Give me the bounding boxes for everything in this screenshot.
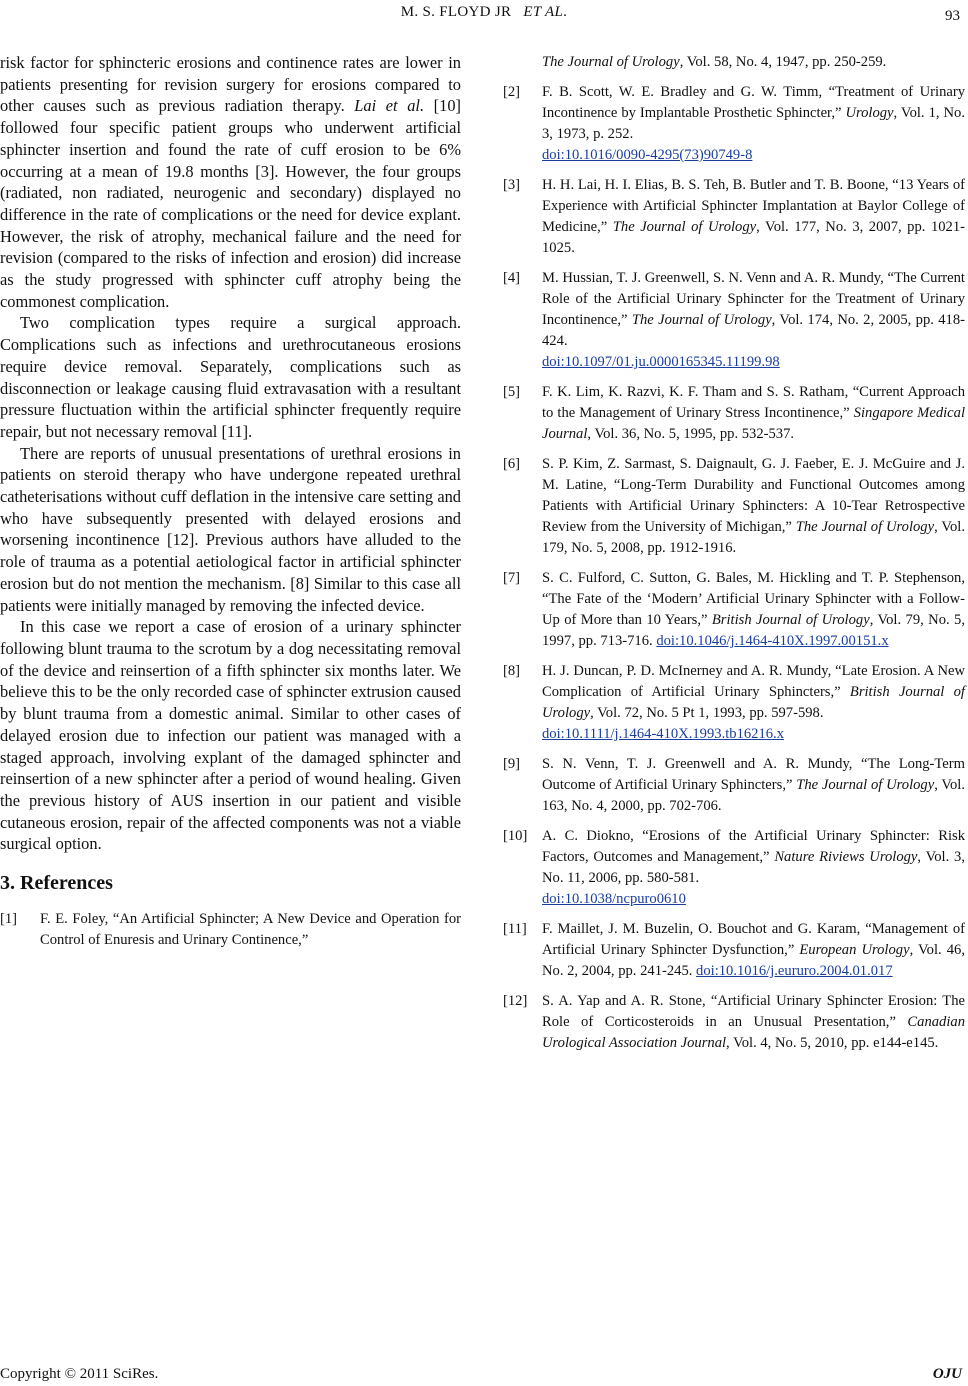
running-header bbox=[0, 2, 968, 24]
doi-link[interactable]: doi:10.1038/ncpuro0610 bbox=[542, 891, 686, 907]
page-number: 93 bbox=[945, 8, 960, 24]
reference-12: [12] S. A. Yap and A. R. Stone, “Artificial Urinary Sphincter Erosion: The Role of Corticosteroids in an Unusual Presentation,” Canadian Urological Association Journal, Vol. 4, No. 5, 2010, pp. e144-e145. bbox=[503, 993, 965, 1051]
reference-4: [4] M. Hussian, T. J. Greenwell, S. N. Venn and A. R. Mundy, “The Current Role of the Artificial Urinary Sphincter for the Treatment of Urinary Incontinence,” The Journal of Urology, Vol. 174, No. 2, 2005, pp. 418- 424. doi:10.1097/01.ju.0000165345.11199.98 bbox=[503, 270, 966, 370]
paragraph-4: In this case we report a case of erosion of a urinary sphincter following blunt trauma to the scrotum by a dog necessitating removal of the device and reinsertion of a fifth sphincter six months later. We believe this to be the only recorded case of sphincter extrusion caused by blunt trauma from a domestic animal. Similar to other cases of delayed erosion due to infection our patient was managed with a staged approach, involving explant of the damaged sphincter and reinsertion of a new sphincter after a period of wound healing. Given the previous history of AUS insertion in our patient and visible cutaneous erosion, repair of the affected components was not a viable surgical option. bbox=[0, 617, 461, 854]
reference-8: [8] H. J. Duncan, P. D. McInerney and A. R. Mundy, “Late Erosion. A New Complication of Artificial Urinary Sphincters,” British Journal of Urology, Vol. 72, No. 5 Pt 1, 1993, pp. 597-598. doi:10.1111/j.1464-410X.1993.tb16216.x bbox=[503, 663, 965, 742]
reference-7: [7] S. C. Fulford, C. Sutton, G. Bales, M. Hickling and T. P. Stephenson, “The Fate of the ‘Modern’ Artificial Urinary Sphincter with a Follow-Up of More than 10 Years,” British Journal of Urology, Vol. 79, No. 5, 1997, pp. 713-716. doi:10.1046/j.1464-410X.1997.00151.x bbox=[503, 570, 966, 649]
reference-5: [5] F. K. Lim, K. Razvi, K. F. Tham and S. S. Ratham, “Current Approach to the Management of Urinary Stress Incontinence,” Singapore Medical Journal, Vol. 36, No. 5, 1995, pp. 532-537. bbox=[503, 384, 965, 442]
references-heading: 3. References bbox=[0, 872, 113, 895]
doi-link[interactable]: doi:10.1016/j.eururo.2004.01.017 bbox=[696, 963, 893, 979]
reference-1: [1] F. E. Foley, “An Artificial Sphincter; A New Device and Operation for Control of Enuresis and Urinary Continence,” bbox=[0, 911, 461, 949]
doi-link[interactable]: doi:10.1097/01.ju.0000165345.11199.98 bbox=[542, 354, 780, 370]
reference-10: [10] A. C. Diokno, “Erosions of the Artificial Urinary Sphincter: Risk Factors, Outcomes and Management,” Nature Riviews Urology, Vol. 3, No. 11, 2006, pp. 580-581. doi:10.1038/ncpuro0610 bbox=[503, 828, 965, 907]
header-authors: M. S. FLOYD JR ET AL. bbox=[400, 4, 568, 20]
left-column bbox=[0, 52, 461, 960]
doi-link[interactable]: doi:10.1016/0090-4295(73)90749-8 bbox=[542, 147, 753, 163]
journal-abbreviation: OJU bbox=[932, 1366, 962, 1382]
right-column bbox=[503, 52, 965, 1063]
reference-1-continued: The Journal of Urology, Vol. 58, No. 4, 1947, pp. 250-259. bbox=[542, 54, 887, 70]
reference-11: [11] F. Maillet, J. M. Buzelin, O. Bouchot and G. Karam, “Management of Artificial Urinary Sphincter Dysfunction,” European Urology, Vol. 46, No. 2, 2004, pp. 241-245. doi:10.1016/j.eururo.2004.01.017 bbox=[503, 921, 965, 979]
paragraph-1: risk factor for sphincteric erosions and continence rates are lower in patients presenting for revision surgery for erosions compared to other causes such as previous radiation therapy. Lai et al. [10] followed four specific patient groups who underwent artificial sphincter insertion and found the rate of cuff erosion to be 6% occurring at a mean of 19.8 months [3]. However, the four groups (radiated, non radiated, neurogenic and secondary) displayed no difference in the rate of complications or the need for device explant. However, the risk of atrophy, mechanical failure and the need for revision (compared to the risks of infection and erosion) did increase as the study progressed with sphincter cuff atrophy being the commonest complication. bbox=[0, 53, 461, 311]
paragraph-2: Two complication types require a surgical approach. Complications such as infections and urethrocutaneous erosions require device removal. Separately, complications such as disconnection or leakage causing fluid extravasation with a resultant pressure fluctuation within the artificial sphincter frequently require repair, but not necessary removal [11]. bbox=[0, 313, 461, 441]
reference-2: [2] F. B. Scott, W. E. Bradley and G. W. Timm, “Treatment of Urinary Incontinence by Implantable Prosthetic Sphincter,” Urology, Vol. 1, No. 3, 1973, p. 252. doi:10.1016/0090-4295(73)90749-8 bbox=[503, 84, 965, 163]
reference-9: [9] S. N. Venn, T. J. Greenwell and A. R. Mundy, “The Long-Term Outcome of Artificial Urinary Sphincters,” The Journal of Urology, Vol. 163, No. 4, 2000, pp. 702-706. bbox=[503, 756, 965, 814]
doi-link[interactable]: doi:10.1046/j.1464-410X.1997.00151.x bbox=[656, 633, 889, 649]
reference-3: [3] H. H. Lai, H. I. Elias, B. S. Teh, B. Butler and T. B. Boone, “13 Years of Experience with Artificial Sphincter Implantation at Baylor College of Medicine,” The Journal of Urology, Vol. 177, No. 3, 2007, pp. 1021-1025. bbox=[503, 177, 965, 256]
doi-link[interactable]: doi:10.1111/j.1464-410X.1993.tb16216.x bbox=[542, 726, 785, 742]
copyright-notice: Copyright © 2011 SciRes. bbox=[0, 1366, 159, 1382]
reference-6: [6] S. P. Kim, Z. Sarmast, S. Daignault, G. J. Faeber, E. J. McGuire and J. M. Latine, “Long-Term Durability and Functional Outcomes among Patients with Artificial Urinary Sphincters: A 10-Tear Retrospective Review from the University of Michigan,” The Journal of Urology, Vol. 179, No. 5, 2008, pp. 1912-1916. bbox=[503, 456, 965, 556]
paragraph-3: There are reports of unusual presentations of urethral erosions in patients on steroid therapy who have undergone repeated urethral catheterisations without cuff deflation in the intensive care setting and who have subsequently presented with delayed erosions and worsening incontinence [12]. Previous authors have alluded to the role of trauma as a potential aetiological factor in artificial sphincter erosion but do not mention the mechanism. [8] Similar to this case all patients were initially managed by removing the infected device. bbox=[0, 443, 461, 615]
